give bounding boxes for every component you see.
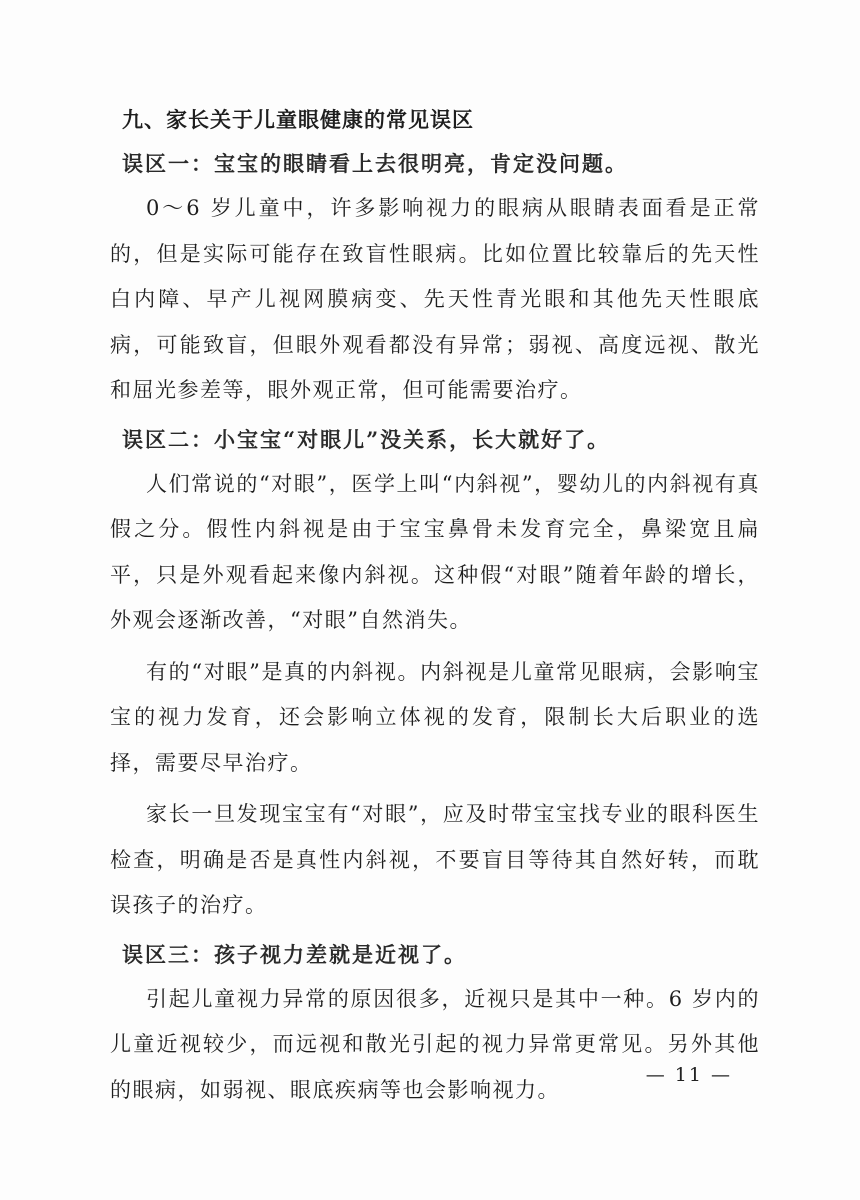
page-number: — 11 — xyxy=(645,1064,732,1086)
document-body xyxy=(110,98,760,1113)
myth-2-paragraph-3: 家长一旦发现宝宝有“对眼”，应及时带宝宝找专业的眼科医生检查，明确是否是真性内斜视，不要盲目等待其自然好转，而耽误孩子的治疗。 xyxy=(110,802,760,917)
myth-1-paragraph-1: 0～6 岁儿童中，许多影响视力的眼病从眼睛表面看是正常的，但是实际可能存在致盲性眼病。比如位置比较靠后的先天性白内障、早产儿视网膜病变、先天性青光眼和其他先天性眼底病，可能致盲，但眼外观看都没有异常；弱视、高度远视、散光和屈光参差等，眼外观正常，但可能需要治疗。 xyxy=(110,196,760,402)
myth-1-title: 误区一：宝宝的眼睛看上去很明亮，肯定没问题。 xyxy=(122,151,628,176)
myth-3-title: 误区三：孩子视力差就是近视了。 xyxy=(122,941,467,967)
section-heading: 九、家长关于儿童眼健康的常见误区 xyxy=(122,108,474,132)
myth-3-paragraph-1: 引起儿童视力异常的原因很多，近视只是其中一种。6 岁内的儿童近视较少，而远视和散光引起的视力异常更常见。另外其他的眼病，如弱视、眼底疾病等也会影响视力。 xyxy=(110,986,760,1102)
myth-2-paragraph-1: 人们常说的“对眼”，医学上叫“内斜视”，婴幼儿的内斜视有真假之分。假性内斜视是由于宝宝鼻骨未发育完全，鼻梁宽且扁平，只是外观看起来像内斜视。这种假“对眼”随着年龄的增长，外观会逐渐改善，“对眼”自然消失。 xyxy=(110,471,760,632)
myth-2-paragraph-2: 有的“对眼”是真的内斜视。内斜视是儿童常见眼病，会影响宝宝的视力发育，还会影响立体视的发育，限制长大后职业的选择，需要尽早治疗。 xyxy=(110,659,760,775)
myth-2-title: 误区二：小宝宝“对眼儿”没关系，长大就好了。 xyxy=(122,426,611,452)
